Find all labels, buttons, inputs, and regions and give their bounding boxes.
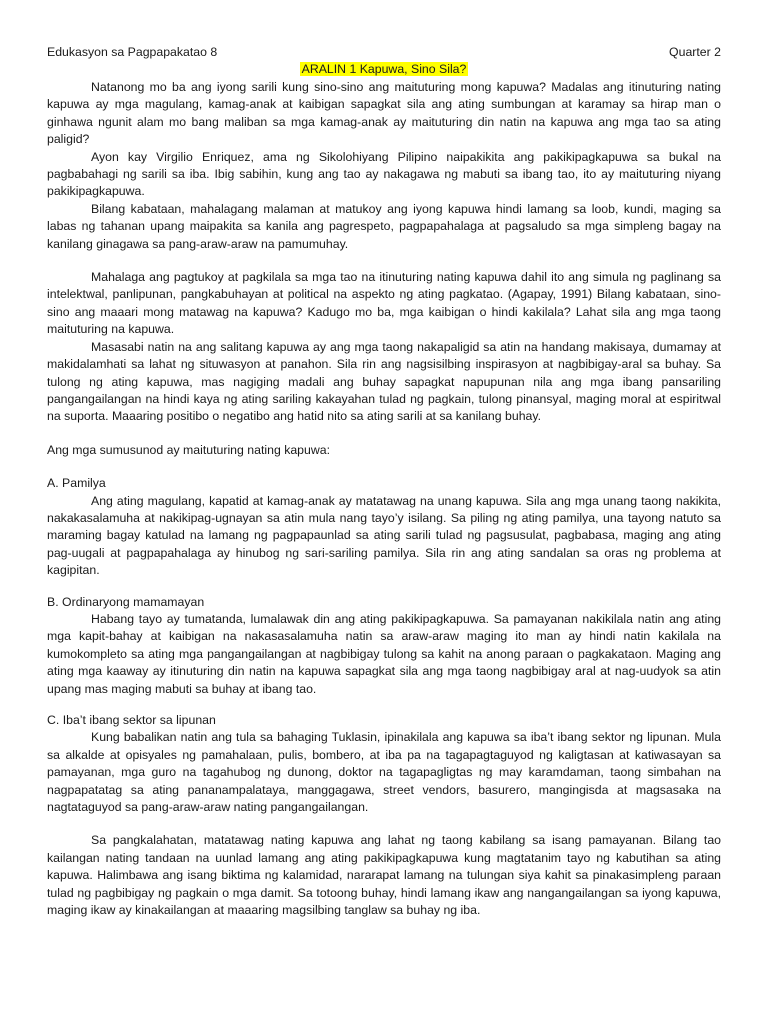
spacer (47, 580, 721, 594)
page-header (47, 44, 721, 61)
intro-paragraph: Bilang kabataan, mahalagang malaman at matukoy ang iyong kapuwa hindi lamang sa loob, kundi, maging sa labas ng tahanan upang maipakita sa kanila ang pagrespeto, pagpapahalaga at pagsaludo sa mga simpleng bagay na kanilang ginagawa sa pang-araw-araw na pamumuhay. (47, 201, 721, 251)
intro-paragraph: Ayon kay Virgilio Enriquez, ama ng Sikolohiyang Pilipino naipakikita ang pakikipagkapuwa sa bukal na pagbabahagi ng sarili sa iba. Ibig sabihin, kung ang tao ay nakagawa ng mabuti sa ibang tao, ito ay maituturing niyang pakikipagkapuwa. (47, 149, 721, 199)
section-text-sektor: Kung babalikan natin ang tula sa bahaging Tuklasin, ipinakilala ang kapuwa sa iba’t ibang sektor ng lipunan. Mula sa alkalde at opisyales ng pamahalaan, pulis, bombero, at iba pa na tagapagtaguyod ng kaligtasan at katiwasayan sa pamayanan, mga guro na tagahubog ng dunong, doktor na tagapagligtas ng may karamdaman, taong simbahan na nagpapatatag sa ating pananampalataya, manggagawa, street vendors, basurero, mangingisda at magsasaka na nagtataguyod sa pang-araw-araw nating pangangailangan. (47, 730, 721, 815)
body-paragraph: Masasabi natin na ang salitang kapuwa ay ang mga taong nakapaligid sa atin na handang makisaya, dumamay at makidalamhati sa lahat ng situwasyon at panahon. Sila rin ang nagsisilbing inspirasyon at nagbibigay-aral sa buhay. Sa tulong ng ating kapuwa, mas nagiging madali ang buhay sapagkat napupunan nila ang mga ibang pansariling pangangailangan na hindi kaya ng ating sariling kakayahan tulad ng pagkain, tulong pinansyal, maging moral at espiritwal na suporta. Maaaring positibo o negatibo ang hatid nito sa ating sarili at sa kanilang buhay. (47, 339, 721, 424)
lesson-title: ARALIN 1 Kapuwa, Sino Sila? (301, 62, 467, 76)
section-heading-pamilya: A. Pamilya (47, 476, 106, 491)
quarter-label: Quarter 2 (669, 45, 721, 59)
list-intro-heading: Ang mga sumusunod ay maituturing nating kapuwa: (47, 442, 330, 457)
body-paragraph: Mahalaga ang pagtukoy at pagkilala sa mga tao na itinuturing nating kapuwa dahil ito ang simula ng paglinang sa intelektwal, panlipunan, pangkabuhayan at political na aspekto ng ating pagkatao. (Agapay, 1991) Bilang kabataan, sino-sino ang maaari mong matawag na kapuwa? Kadugo mo ba, mga kaibigan o hindi kakilala? Lahat sila ang mga taong maituturing na kapuwa. (47, 270, 721, 337)
section-text-pamilya: Ang ating magulang, kapatid at kamag-anak ay matatawag na unang kapuwa. Sila ang mga unang taong nakikita, nakakasalamuha at nakikipag-ugnayan sa atin mula nang tayo’y isilang. Sa piling ng ating pamilya, una tayong natuto sa maraming bagay katulad na lamang ng pagpapaunlad sa ating sarili tulad ng pagsusulat, pagbabasa, maging ang ating pag-uugali at pagpapahalaga ay hinubog ng sari-sariling pamilya. Sila rin ang ating sandalan sa oras ng problema at kagipitan. (47, 493, 721, 578)
subject-label: Edukasyon sa Pagpapakatao 8 (47, 45, 218, 59)
section-heading-mamamayan: B. Ordinaryong mamamayan (47, 594, 205, 609)
spacer (47, 253, 721, 269)
lesson-title-row (47, 61, 721, 79)
section-text-mamamayan: Habang tayo ay tumatanda, lumalawak din ang ating pakikipagkapuwa. Sa pamayanan nakikilala natin ang ating mga kapit-bahay at kaibigan na nakasasalamuha natin sa araw-araw maging ito man ay hindi natin kakilala na kumokompleto sa ating mga pangangailangan at nagbibigay tulong sa kahit na anong paraan o pagkakataon. Maging ang ating mga kaaway ay itinuturing din natin na kapuwa sapagkat sila ang mga taong nagbibigay aral at nag-uudyok sa atin upang mas maging mabuti sa buhay at ibang tao. (47, 611, 721, 696)
spacer (47, 698, 721, 712)
section-heading-sektor: C. Iba’t ibang sektor sa lipunan (47, 713, 216, 727)
spacer (47, 426, 721, 442)
spacer (47, 816, 721, 832)
conclusion-paragraph: Sa pangkalahatan, matatawag nating kapuwa ang lahat ng taong kabilang sa isang pamayanan. Bilang tao kailangan nating tandaan na uunlad lamang ang ating pakikipagkapuwa kung magtatanim tayo ng kabutihan sa ating kapuwa. Halimbawa ang isang biktima ng kalamidad, nararapat lamang na tulungan siya kahit sa pinakasimpleng paraan tulad ng pagbibigay ng pagkain o mga damit. Sa totoong buhay, hindi lamang ikaw ang nangangailangan sa iyong kapuwa, maging ikaw ay kinakailangan at maaaring magsilbing tanglaw sa buhay ng iba. (47, 833, 721, 918)
intro-paragraph: Natanong mo ba ang iyong sarili kung sino-sino ang maituturing mong kapuwa? Madalas ang itinuturing nating kapuwa ay mga magulang, kamag-anak at kaibigan sapagkat sila ang ating sumbungan at karamay sa hirap man o ginhawa ngunit alam mo bang maliban sa mga kamag-anak ay maituturing din natin na kapuwa ang mga tao sa ating paligid? (47, 80, 721, 147)
document-page (47, 44, 721, 919)
spacer (47, 459, 721, 475)
